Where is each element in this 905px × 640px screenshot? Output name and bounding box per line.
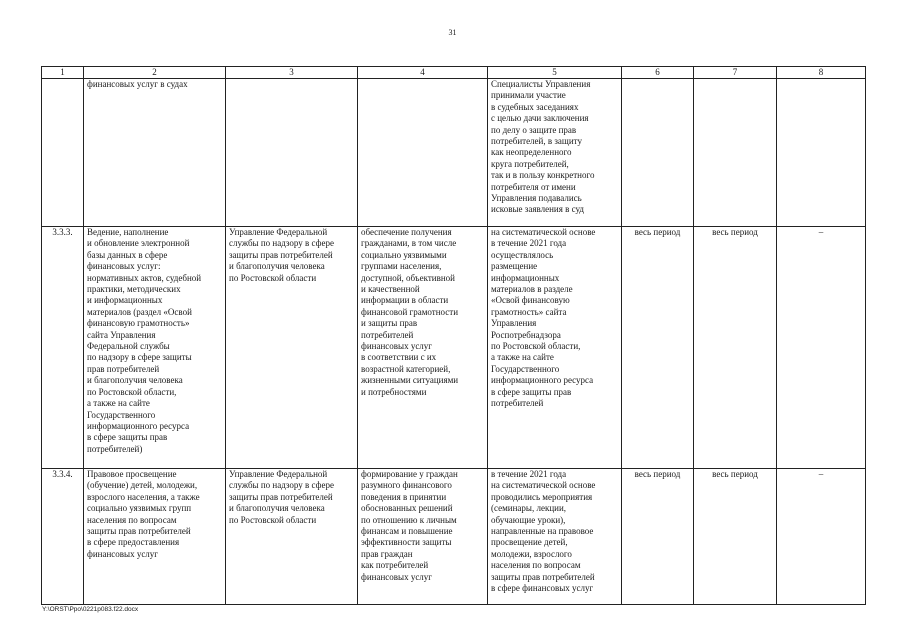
- row-number: [42, 79, 84, 227]
- table-row: [42, 469, 866, 605]
- row-number: 3.3.3.: [42, 227, 84, 469]
- result-cell: [358, 79, 488, 227]
- info-cell: на систематической основе в течение 2021 года осуществлялось размещение информационных материалов в разделе «Освой финансовую грамотность» сайта Управления Роспотребнадзора по Ростовской области, а также на сайте Государственного информационного ресурса в сфере защиты прав потребителей: [488, 227, 622, 469]
- event-cell: финансовых услуг в судах: [84, 79, 226, 227]
- header-col-1: 1: [42, 67, 84, 79]
- event-cell: Правовое просвещение (обучение) детей, молодежи, взрослого населения, а также социально уязвимых групп населения по вопросам защиты прав потребителей в сфере предоставления финансовых услуг: [84, 469, 226, 605]
- note-cell: –: [777, 227, 866, 469]
- header-col-8: 8: [777, 67, 866, 79]
- info-cell: в течение 2021 года на систематической основе проводились мероприятия (семинары, лекции, обучающие уроки), направленные на правовое просвещение детей, молодежи, взрослого населения по вопросам защиты прав потребителей в сфере финансовых услуг: [488, 469, 622, 605]
- footer-file-path: Y:\ORST\Ppo\0221p083.f22.docx: [42, 606, 139, 613]
- executor-cell: Управление Федеральной службы по надзору в сфере защиты прав потребителей и благополучия человека по Ростовской области: [226, 227, 358, 469]
- page-number: 31: [448, 28, 457, 37]
- note-cell: –: [777, 469, 866, 605]
- header-col-7: 7: [694, 67, 777, 79]
- plan-table: [41, 66, 866, 605]
- period-cell: весь период: [622, 227, 694, 469]
- row-number: 3.3.4.: [42, 469, 84, 605]
- period-cell: [694, 79, 777, 227]
- executor-cell: Управление Федеральной службы по надзору в сфере защиты прав потребителей и благополучия человека по Ростовской области: [226, 469, 358, 605]
- period-cell: весь период: [694, 469, 777, 605]
- header-row: [42, 67, 866, 79]
- header-col-4: 4: [358, 67, 488, 79]
- header-col-2: 2: [84, 67, 226, 79]
- table-row: [42, 79, 866, 227]
- executor-cell: [226, 79, 358, 227]
- period-cell: весь период: [622, 469, 694, 605]
- header-col-5: 5: [488, 67, 622, 79]
- header-col-6: 6: [622, 67, 694, 79]
- result-cell: формирование у граждан разумного финансового поведения в принятии обоснованных решений по отношению к личным финансам и повышение эффективности защиты прав граждан как потребителей финансовых услуг: [358, 469, 488, 605]
- period-cell: [622, 79, 694, 227]
- period-cell: весь период: [694, 227, 777, 469]
- event-cell: Ведение, наполнение и обновление электронной базы данных в сфере финансовых услуг: нормативных актов, судебной практики, методических и информационных материалов (раздел «Освой финансовую грамотность» сайта Управления Федеральной службы по надзору в сфере защиты прав потребителей и благополучия человека по Ростовской области, а также на сайте Государственного информационного ресурса в сфере защиты прав потребителей): [84, 227, 226, 469]
- table-row: [42, 227, 866, 469]
- info-cell: Специалисты Управления принимали участие в судебных заседаниях с целью дачи заключения по делу о защите прав потребителей, в защиту как неопределенного круга потребителей, так и в пользу конкретного потребителя от имени Управления подавались исковые заявления в суд: [488, 79, 622, 227]
- header-col-3: 3: [226, 67, 358, 79]
- note-cell: [777, 79, 866, 227]
- result-cell: обеспечение получения гражданами, в том числе социально уязвимыми группами населения, доступной, объективной и качественной информации в области финансовой грамотности и защиты прав потребителей финансовых услуг в соответствии с их возрастной категорией, жизненными ситуациями и потребностями: [358, 227, 488, 469]
